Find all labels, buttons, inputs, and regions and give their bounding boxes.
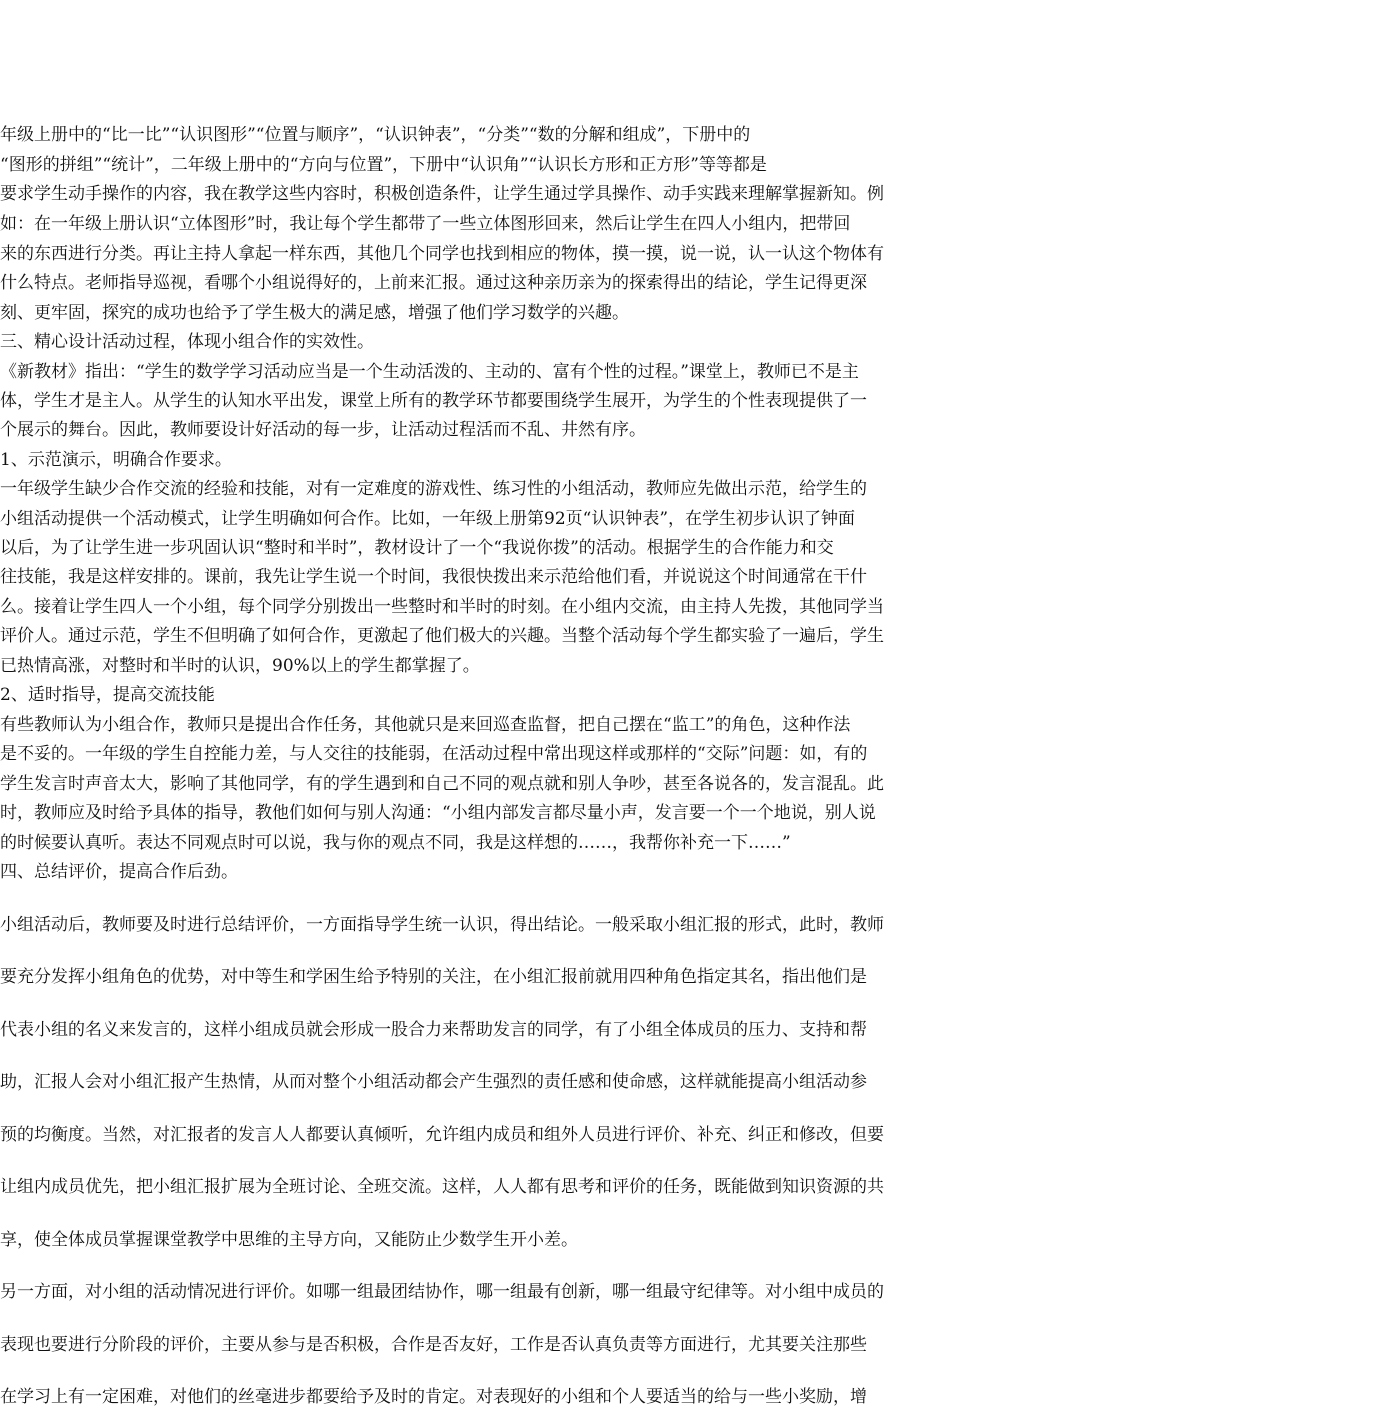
text-line: 已热情高涨，对整时和半时的认识，90%以上的学生都掌握了。 [0,656,480,676]
text-line: 么。接着让学生四人一个小组，每个同学分别拨出一些整时和半时的时刻。在小组内交流，由主持人先拨，其他同学当 [0,597,884,617]
subsection-heading: 1、示范演示，明确合作要求。 [0,450,232,470]
text-line: 表现也要进行分阶段的评价，主要从参与是否积极，合作是否友好，工作是否认真负责等方面进行，尤其要关注那些 [0,1335,867,1355]
text-line: 让组内成员优先，把小组汇报扩展为全班讨论、全班交流。这样，人人都有思考和评价的任务，既能做到知识资源的共 [0,1177,884,1197]
text-line: 代表小组的名义来发言的，这样小组成员就会形成一股合力来帮助发言的同学，有了小组全体成员的压力、支持和帮 [0,1020,867,1040]
text-line: 助，汇报人会对小组汇报产生热情，从而对整个小组活动都会产生强烈的责任感和使命感，这样就能提高小组活动参 [0,1072,867,1092]
text-line: 要求学生动手操作的内容，我在教学这些内容时，积极创造条件，让学生通过学具操作、动手实践来理解掌握新知。例 [0,184,884,204]
text-line: 刻、更牢固，探究的成功也给予了学生极大的满足感，增强了他们学习数学的兴趣。 [0,303,629,323]
text-line: 要充分发挥小组角色的优势，对中等生和学困生给予特别的关注，在小组汇报前就用四种角色指定其名，指出他们是 [0,967,867,987]
text-line: 在学习上有一定困难，对他们的丝毫进步都要给予及时的肯定。对表现好的小组和个人要适当的给与一些小奖励，增 [0,1387,867,1407]
text-line: 以后，为了让学生进一步巩固认识“整时和半时”，教材设计了一个“我说你拨”的活动。根据学生的合作能力和交 [0,538,834,558]
text-line: “图形的拼组”“统计”，二年级上册中的“方向与位置”，下册中“认识角”“认识长方形和正方形”等等都是 [0,155,767,175]
text-line: 来的东西进行分类。再让主持人拿起一样东西，其他几个同学也找到相应的物体，摸一摸，说一说，认一认这个物体有 [0,244,884,264]
text-line: 评价人。通过示范，学生不但明确了如何合作，更激起了他们极大的兴趣。当整个活动每个学生都实验了一遍后，学生 [0,626,884,646]
text-line: 享，使全体成员掌握课堂教学中思维的主导方向，又能防止少数学生开小差。 [0,1230,578,1250]
subsection-heading: 2、适时指导，提高交流技能 [0,685,215,705]
text-line: 时，教师应及时给予具体的指导，教他们如何与别人沟通：“小组内部发言都尽量小声，发言要一个一个地说，别人说 [0,803,876,823]
text-line: 个展示的舞台。因此，教师要设计好活动的每一步，让活动过程活而不乱、井然有序。 [0,420,646,440]
text-line: 如：在一年级上册认识“立体图形”时，我让每个学生都带了一些立体图形回来，然后让学生在四人小组内，把带回 [0,214,851,234]
text-line: 一年级学生缺少合作交流的经验和技能，对有一定难度的游戏性、练习性的小组活动，教师应先做出示范，给学生的 [0,479,867,499]
text-line: 什么特点。老师指导巡视，看哪个小组说得好的，上前来汇报。通过这种亲历亲为的探索得出的结论，学生记得更深 [0,273,867,293]
text-line: 的时候要认真听。表达不同观点时可以说，我与你的观点不同，我是这样想的……，我帮你补充一下……” [0,833,791,853]
section-heading: 三、精心设计活动过程，体现小组合作的实效性。 [0,332,374,352]
text-line: 有些教师认为小组合作，教师只是提出合作任务，其他就只是来回巡查监督，把自己摆在“监工”的角色，这种作法 [0,715,851,735]
text-line: 预的均衡度。当然，对汇报者的发言人人都要认真倾听，允许组内成员和组外人员进行评价、补充、纠正和修改，但要 [0,1125,884,1145]
text-line: 学生发言时声音太大，影响了其他同学，有的学生遇到和自己不同的观点就和别人争吵，甚至各说各的，发言混乱。此 [0,774,884,794]
text-line: 另一方面，对小组的活动情况进行评价。如哪一组最团结协作，哪一组最有创新，哪一组最守纪律等。对小组中成员的 [0,1282,884,1302]
text-line: 是不妥的。一年级的学生自控能力差，与人交往的技能弱，在活动过程中常出现这样或那样的“交际”问题：如，有的 [0,744,868,764]
section-heading: 四、总结评价，提高合作后劲。 [0,862,238,882]
text-line: 体，学生才是主人。从学生的认知水平出发，课堂上所有的教学环节都要围绕学生展开，为学生的个性表现提供了一 [0,391,867,411]
text-line: 小组活动提供一个活动模式，让学生明确如何合作。比如，一年级上册第92页“认识钟表”，在学生初步认识了钟面 [0,509,856,529]
text-line: 《新教材》指出：“学生的数学学习活动应当是一个生动活泼的、主动的、富有个性的过程。”课堂上，教师已不是主 [0,362,859,382]
text-line: 往技能，我是这样安排的。课前，我先让学生说一个时间，我很快拨出来示范给他们看，并说说这个时间通常在干什 [0,567,867,587]
text-line: 年级上册中的“比一比”“认识图形”“位置与顺序”，“认识钟表”，“分类”“数的分解和组成”，下册中的 [0,125,751,145]
text-line: 小组活动后，教师要及时进行总结评价，一方面指导学生统一认识，得出结论。一般采取小组汇报的形式，此时，教师 [0,915,884,935]
